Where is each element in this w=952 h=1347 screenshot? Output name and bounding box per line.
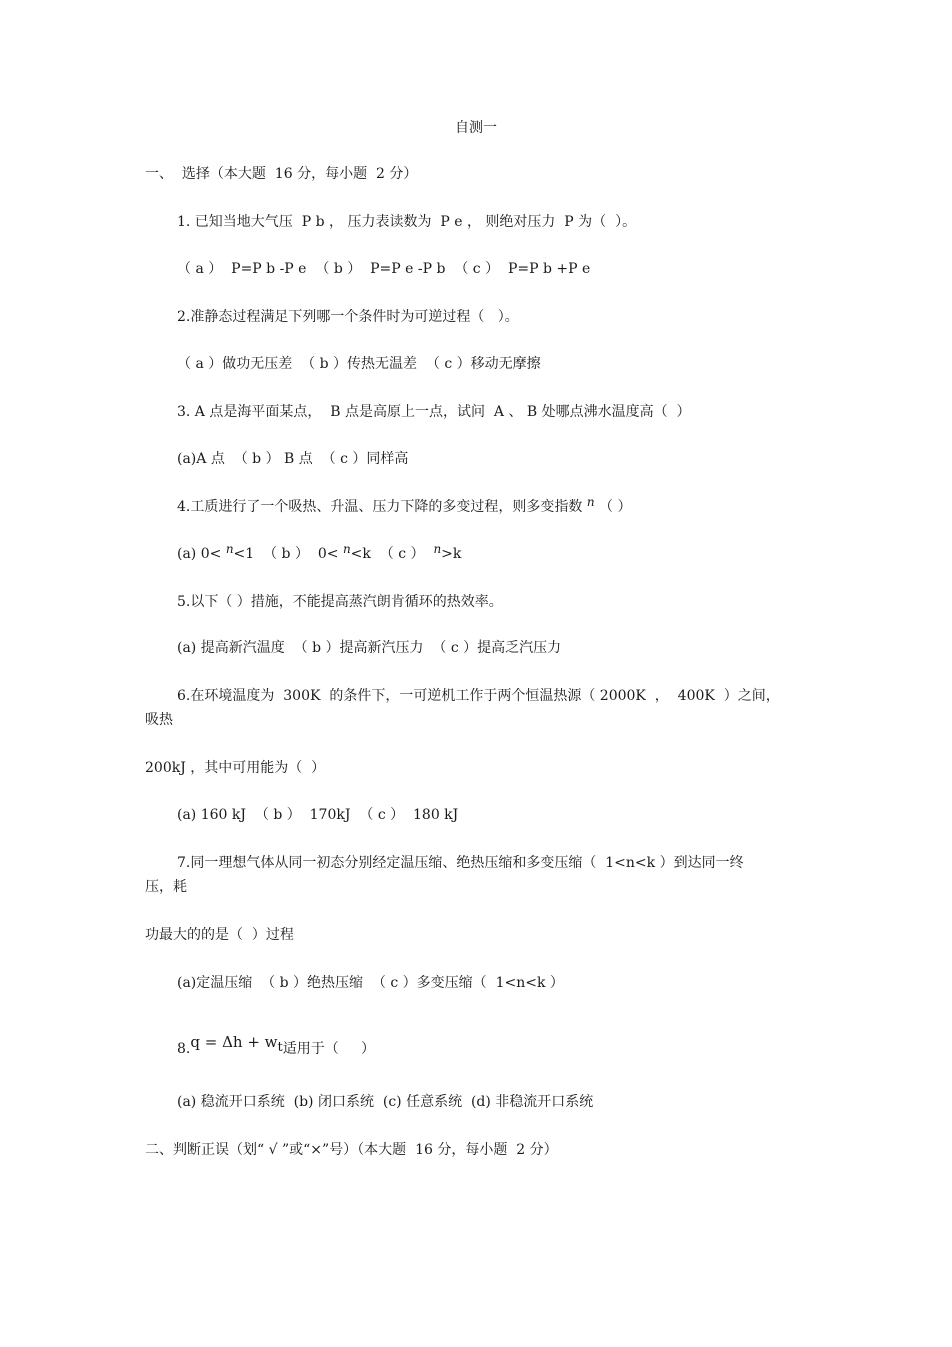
page-title: 自测一 <box>455 120 497 136</box>
option-c-end: >k <box>441 546 462 562</box>
option-c-text: <k （ c ） <box>350 546 434 562</box>
question-3: 3. A 点是海平面某点， B 点是高原上一点，试问 A 、 B 处哪点沸水温度高（ ） <box>177 404 691 420</box>
question-3-options: (a)A 点 （ b ） B 点 （ c ）同样高 <box>177 451 409 467</box>
question-7-options: (a)定温压缩 （ b ）绝热压缩 （ c ）多变压缩（ 1<n<k ） <box>177 975 564 991</box>
option-b-text: <1 （ b ） 0< <box>233 546 343 562</box>
question-1-options: （ a ） P=P b -P e （ b ） P=P e -P b （ c ） P=P b +P e <box>177 261 591 277</box>
n-symbol: n <box>433 542 442 556</box>
equation-text: q = Δh + w <box>190 1033 278 1051</box>
equation-subscript: t <box>277 1040 283 1055</box>
question-4-text: 4.工质进行了一个吸热、升温、压力下降的多变过程，则多变指数 <box>177 499 587 515</box>
section-1-heading: 一、 选择（本大题 16 分，每小题 2 分） <box>145 166 418 182</box>
section-2-heading: 二、判断正误（划“ √ ”或“×”号）（本大题 16 分，每小题 2 分） <box>145 1142 558 1158</box>
n-symbol: n <box>586 495 595 509</box>
energy-equation <box>190 1033 283 1055</box>
question-8-options: (a) 稳流开口系统 (b) 闭口系统 (c) 任意系统 (d) 非稳流开口系统 <box>177 1094 594 1110</box>
question-8-number: 8. <box>177 1041 191 1057</box>
question-4 <box>177 497 631 517</box>
question-8 <box>177 1033 376 1064</box>
question-6-line-1: 6.在环境温度为 300K 的条件下，一可逆机工作于两个恒温热源（ 2000K ， 400K ）之间， <box>177 688 780 704</box>
question-1: 1. 已知当地大气压 P b ， 压力表读数为 P e ， 则绝对压力 P 为（ ）。 <box>177 214 637 230</box>
question-7-line-1: 7.同一理想气体从同一初态分别经定温压缩、绝热压缩和多变压缩（ 1<n<k ）到达同一终 <box>177 855 744 871</box>
question-5: 5.以下（ ）措施，不能提高蒸汽朗肯循环的热效率。 <box>177 594 503 610</box>
question-2-options: （ a ）做功无压差 （ b ）传热无温差 （ c ）移动无摩擦 <box>177 356 541 372</box>
question-4-options <box>177 544 461 564</box>
question-6-line-2: 吸热 <box>145 712 173 728</box>
question-2: 2.准静态过程满足下列哪一个条件时为可逆过程（ ）。 <box>177 309 519 325</box>
question-6-options: (a) 160 kJ （ b ） 170kJ （ c ） 180 kJ <box>177 807 459 823</box>
question-5-options: (a) 提高新汽温度 （ b ）提高新汽压力 （ c ）提高乏汽压力 <box>177 640 562 656</box>
option-a-text: (a) 0< <box>177 546 226 562</box>
question-4-blank: （ ） <box>594 499 632 515</box>
question-7-line-2: 压，耗 <box>145 879 187 895</box>
question-6-line-3: 200kJ ，其中可用能为（ ） <box>145 760 326 776</box>
n-symbol: n <box>342 542 351 556</box>
n-symbol: n <box>225 542 234 556</box>
question-8-text: 适用于（ ） <box>282 1041 376 1057</box>
question-7-line-3: 功最大的的是（ ）过程 <box>145 927 294 943</box>
